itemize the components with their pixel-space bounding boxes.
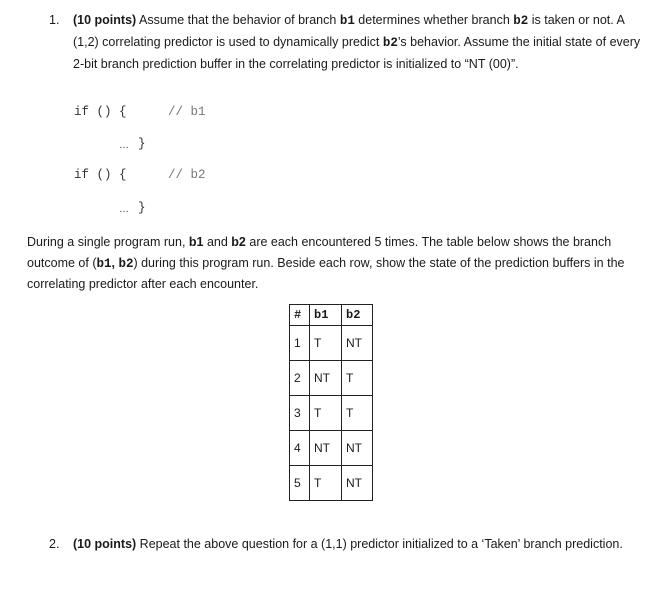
- header-b1: b1: [310, 305, 342, 326]
- code-closing-brace: }: [138, 201, 146, 215]
- code-ellipsis: …: [119, 204, 129, 215]
- code-comment-b2: // b2: [168, 168, 206, 182]
- header-b2: b2: [342, 305, 373, 326]
- table-row: [290, 326, 373, 361]
- row-index: 4: [290, 431, 310, 466]
- question-2-points: (10 points): [73, 537, 137, 551]
- b2-outcome: NT: [342, 431, 373, 466]
- question-2-number: 2.: [49, 537, 60, 551]
- header-index: #: [290, 305, 310, 326]
- b1-outcome: T: [310, 326, 342, 361]
- row-index: 1: [290, 326, 310, 361]
- b2-outcome: T: [342, 396, 373, 431]
- table-row: [290, 466, 373, 501]
- question-1-text: (10 points) Assume that the behavior of branch b1 determines whether branch b2 is taken or not. A (1,2) correlating predictor is used to dynamically predict b2’s behavior. Assume the initial state of every 2-bit branch prediction buffer in the correlating predictor is initialized to “NT (00)”.: [73, 13, 641, 71]
- branch-b2-label: b2: [513, 14, 529, 28]
- b2-outcome: NT: [342, 466, 373, 501]
- instructions-paragraph: During a single program run, b1 and b2 are each encountered 5 times. The table below shows the branch outcome of (b1, b2) during this program run. Beside each row, show the state of the prediction buffers in the correlating predictor after each encounter.: [27, 235, 625, 291]
- code-ellipsis: …: [119, 140, 129, 151]
- b2-outcome: NT: [342, 326, 373, 361]
- row-index: 2: [290, 361, 310, 396]
- branch-b2-label: b2: [382, 36, 398, 50]
- table-row: [290, 396, 373, 431]
- code-comment-b1: // b1: [168, 105, 206, 119]
- b1-outcome: NT: [310, 431, 342, 466]
- table-row: [290, 431, 373, 466]
- question-2-text: (10 points) Repeat the above question for a (1,1) predictor initialized to a ‘Taken’ branch prediction.: [73, 537, 623, 551]
- row-index: 5: [290, 466, 310, 501]
- branch-b1-label: b1: [339, 14, 355, 28]
- b1-outcome: NT: [310, 361, 342, 396]
- code-line-if-b2: if () {: [74, 168, 127, 182]
- question-1-number: 1.: [49, 13, 60, 27]
- b2-outcome: T: [342, 361, 373, 396]
- code-line-if-b1: if () {: [74, 105, 127, 119]
- row-index: 3: [290, 396, 310, 431]
- table-header-row: [290, 305, 373, 326]
- table-row: [290, 361, 373, 396]
- b1-outcome: T: [310, 466, 342, 501]
- code-closing-brace: }: [138, 137, 146, 151]
- b1-outcome: T: [310, 396, 342, 431]
- question-1-points: (10 points): [73, 13, 137, 27]
- branch-outcome-table: [289, 304, 373, 501]
